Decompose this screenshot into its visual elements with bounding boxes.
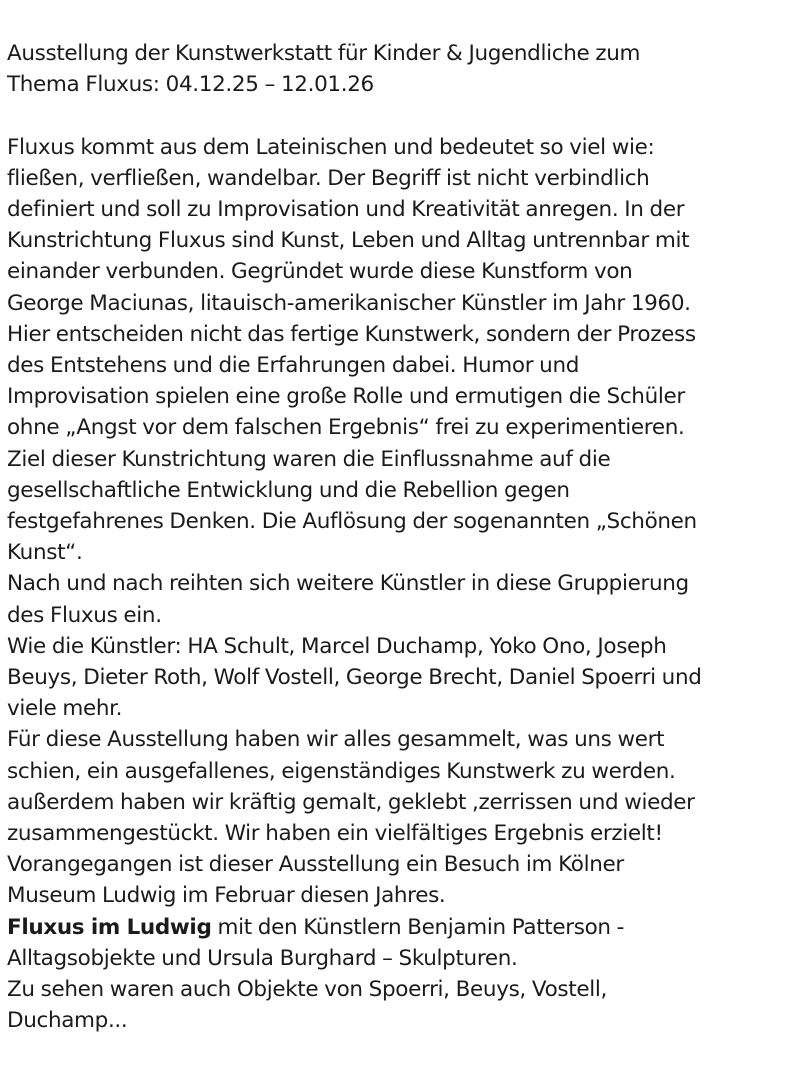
body-line: George Maciunas, litauisch-amerikanischer Künstler im Jahr 1960. bbox=[7, 290, 691, 316]
ludwig-exhibition-title: Fluxus im Ludwig bbox=[7, 914, 212, 940]
body-line: Für diese Ausstellung haben wir alles gesammelt, was uns wert bbox=[7, 727, 665, 753]
body-line: Alltagsobjekte und Ursula Burghard – Skulpturen. bbox=[7, 945, 518, 971]
paragraph-gap bbox=[7, 100, 797, 131]
body-line: Museum Ludwig im Februar diesen Jahres. bbox=[7, 883, 446, 909]
body-line: Kunst“. bbox=[7, 540, 83, 566]
exhibition-text bbox=[7, 38, 797, 1036]
body-line: Kunstrichtung Fluxus sind Kunst, Leben und Alltag untrennbar mit bbox=[7, 228, 690, 254]
heading-line: Ausstellung der Kunstwerkstatt für Kinder & Jugendliche zum bbox=[7, 41, 641, 66]
body-line: ohne „Angst vor dem falschen Ergebnis“ frei zu experimentieren. bbox=[7, 415, 685, 441]
body-line: einander verbunden. Gegründet wurde diese Kunstform von bbox=[7, 259, 633, 285]
ludwig-line bbox=[7, 912, 797, 943]
body-line: fließen, verfließen, wandelbar. Der Begriff ist nicht verbindlich bbox=[7, 165, 650, 191]
body-line: Ziel dieser Kunstrichtung waren die Einflussnahme auf die bbox=[7, 446, 611, 472]
body-line: Wie die Künstler: HA Schult, Marcel Duchamp, Yoko Ono, Joseph bbox=[7, 633, 667, 659]
body-line: definiert und soll zu Improvisation und Kreativität anregen. In der bbox=[7, 197, 685, 222]
body-line: außerdem haben wir kräftig gemalt, geklebt ,zerrissen und wieder bbox=[7, 789, 695, 815]
body-line: Beuys, Dieter Roth, Wolf Vostell, George Brecht, Daniel Spoerri und bbox=[7, 665, 702, 691]
body-line: Improvisation spielen eine große Rolle und ermutigen die Schüler bbox=[7, 384, 685, 410]
body-line: zusammengestückt. Wir haben ein vielfältiges Ergebnis erzielt! bbox=[7, 821, 663, 847]
body-line: schien, ein ausgefallenes, eigenständiges Kunstwerk zu werden. bbox=[7, 758, 676, 784]
body-text bbox=[7, 132, 797, 1037]
body-line: Zu sehen waren auch Objekte von Spoerri, Beuys, Vostell, bbox=[7, 977, 607, 1003]
heading-line: Thema Fluxus: 04.12.25 – 12.01.26 bbox=[7, 72, 374, 98]
body-line: des Entstehens und die Erfahrungen dabei. Humor und bbox=[7, 353, 580, 379]
body-line: Fluxus kommt aus dem Lateinischen und bedeutet so viel wie: bbox=[7, 134, 655, 160]
body-line: festgefahrenes Denken. Die Auflösung der sogenannten „Schönen bbox=[7, 509, 697, 535]
exhibition-heading bbox=[7, 38, 797, 100]
body-line: des Fluxus ein. bbox=[7, 602, 162, 628]
body-line: Duchamp... bbox=[7, 1008, 128, 1034]
body-line: gesellschaftliche Entwicklung und die Rebellion gegen bbox=[7, 477, 570, 503]
ludwig-artists-text: mit den Künstlern Benjamin Patterson - bbox=[211, 914, 625, 940]
body-line: Nach und nach reihten sich weitere Künstler in diese Gruppierung bbox=[7, 571, 689, 597]
body-line: viele mehr. bbox=[7, 696, 123, 722]
body-line: Hier entscheiden nicht das fertige Kunstwerk, sondern der Prozess bbox=[7, 321, 696, 347]
body-line: Vorangegangen ist dieser Ausstellung ein Besuch im Kölner bbox=[7, 852, 624, 878]
